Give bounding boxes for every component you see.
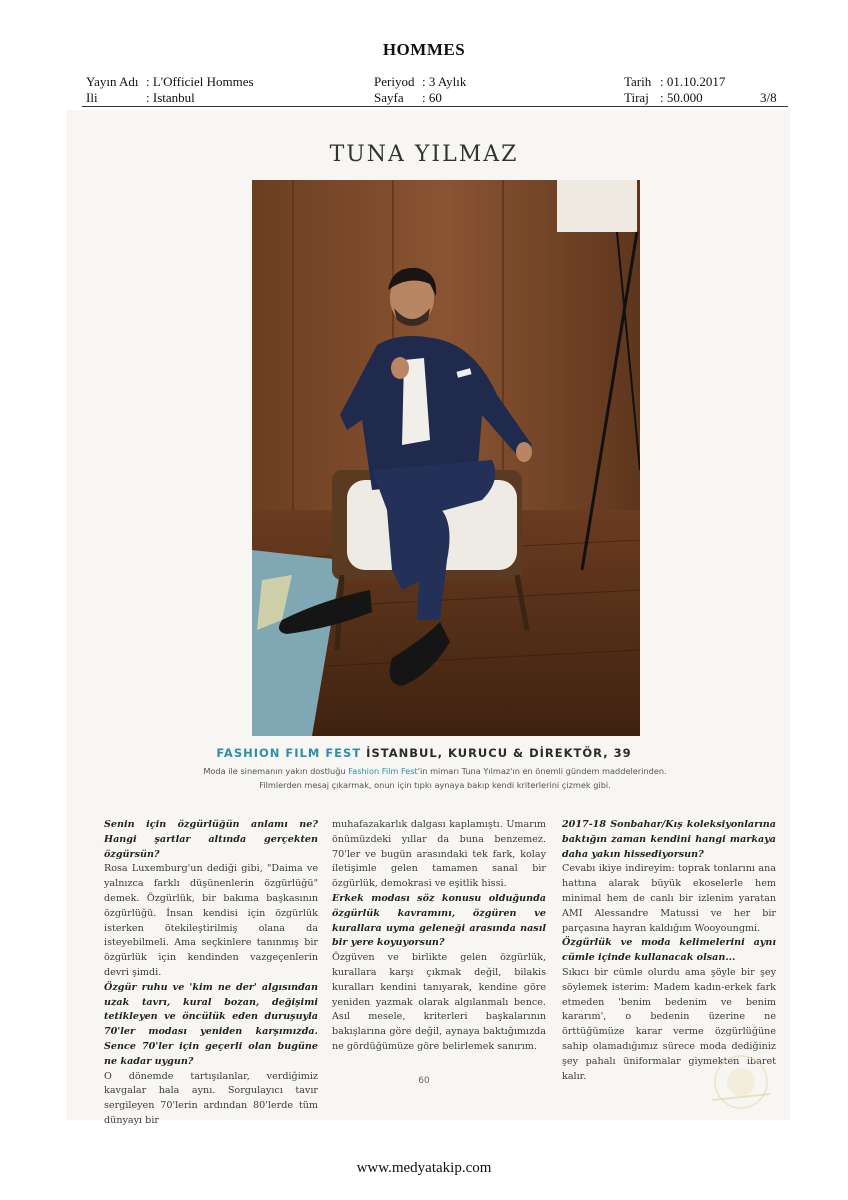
page-label: Sayfa [374, 90, 404, 105]
city-label: Ili [86, 90, 98, 105]
text-column-3 [562, 818, 776, 1084]
publication-name: : L'Officiel Hommes [146, 74, 254, 89]
interview-question: 2017-18 Sonbahar/Kış koleksiyonlarına baktığın zaman kendini hangi markaya daha yakın hissediyorsun? [562, 819, 776, 860]
portrait-illustration [252, 180, 640, 736]
caption-heading [0, 746, 848, 760]
publication-row [86, 74, 254, 90]
page-value: : 60 [422, 90, 442, 105]
date-value: : 01.10.2017 [660, 74, 726, 89]
sheet-number: 3/8 [760, 90, 777, 105]
interview-answer: muhafazakarlık dalgası kaplamıştı. Umarım önümüzdeki yıllar da buna benzemez. 70'ler ve bugün arasındaki tek fark, kolay iletişimle gelen tamamen sanal bir özgürlük, demokrasi ve eşitlik hissi. [332, 819, 546, 890]
period-label: Periyod [374, 74, 415, 89]
text-column-2 [332, 818, 546, 1055]
date-label: Tarih [624, 74, 652, 89]
circulation-row [624, 90, 703, 106]
header-divider [82, 106, 788, 107]
caption-accent: FASHION FILM FEST [216, 746, 362, 760]
sun-stamp-icon [706, 1050, 776, 1114]
circulation-label: Tiraj [624, 90, 649, 105]
intro-part-2: 'in mimarı Tuna Yılmaz'ın en önemli gündem maddelerinden. [417, 766, 667, 776]
interview-answer: Sıkıcı bir cümle olurdu ama şöyle bir şey söylemek isterim: Madem kadın-erkek fark etmeden 'benim bedenim ve benim kararım', o bedenin üzerine ne örttüğümüze karar verme özgürlüğüne sahip olamadığımız sürece moda dediğiniz şey pahalı üniformalar giymekten ibaret kalır. [562, 966, 776, 1082]
intro-accent: Fashion Film Fest [348, 766, 418, 776]
interview-answer: Rosa Luxemburg'un dediği gibi, "Daima ve yalnızca farklı düşünenlerin özgürlüğü" demek. Özgürlük, bir bakıma başkasının özgürlüğü. İnsan kendisi için özgürlük isterken ötekileştirilmiş olana da isteyebilmeli. Ama seçkinlere tanınmış bir özgürlük için kendinden vazgeçenlerin devri şimdi. [104, 863, 318, 978]
interview-question: Senin için özgürlüğün anlamı ne? Hangi şartlar altında gerçekten özgürsün? [104, 819, 318, 860]
date-row [624, 74, 725, 90]
publication-label: Yayın Adı [86, 74, 139, 89]
intro-part-1: Moda ile sinemanın yakın dostluğu [203, 766, 349, 776]
portrait-photo [252, 180, 640, 736]
city-row [86, 90, 195, 106]
magazine-page-number: 60 [418, 1076, 430, 1086]
period-row [374, 74, 466, 90]
circulation-value: : 50.000 [660, 90, 703, 105]
interview-question: Erkek modası söz konusu olduğunda özgürlük kavramını, özgüren ve kurallara uyma geleneği arasında nasıl bir yere koyuyorsun? [332, 892, 546, 949]
interview-question: Özgürlük ve moda kelimelerini aynı cümle içinde kullanacak olsan... [562, 937, 776, 964]
interview-answer: O dönemde tartışılanlar, verdiğimiz kavgalar hala aynı. Sorgulayıcı tavır sergileyen 70'lerin ardından 80'lerde tüm dünyayı bir [104, 1070, 318, 1126]
period-value: : 3 Aylık [422, 74, 467, 89]
interview-answer: Özgüven ve birlikte gelen özgürlük, kurallara karşı çıkmak değil, bilakis kuralları kendini tanıyarak, kendine göre yeniden yazmak olarak algılanmalı bence. Asıl mesele, kriterleri başkalarının bakışlarına göre değil, aynaya baktığımızda ne gördüğümüze göre belirlemek sanırım. [332, 952, 546, 1052]
city-value: : Istanbul [146, 90, 195, 105]
caption-intro [200, 764, 670, 792]
interview-question: Özgür ruhu ve 'kim ne der' algısından uzak tavrı, kural bozan, değişimi tetikleyen ve öncülük eden duruşuyla 70'ler modası yeniden karşımızda. Sence 70'ler için geçerli olan bugüne ne kadar uygun? [104, 981, 318, 1067]
clipping-title: HOMMES [382, 40, 466, 59]
footer-url[interactable]: www.medyatakip.com [356, 1160, 492, 1176]
caption-rest: İSTANBUL, KURUCU & DİREKTÖR, 39 [361, 746, 632, 760]
intro-part-3: Filmlerden mesaj çıkarmak, onun için tıpkı aynaya bakıp kendi kriterlerini çizmek gibi. [259, 780, 611, 790]
interview-answer: Cevabı ikiye indireyim: toprak tonlarını ana hattına alarak büyük ekoselerle hem minimal hem de canlı bir izlenim yaratan AMI Alessandre Matussi ve her bir parçasına hayran kaldığım Wooyoungmi. [562, 863, 776, 934]
article-title: TUNA YILMAZ [329, 142, 519, 167]
page-row [374, 90, 442, 106]
